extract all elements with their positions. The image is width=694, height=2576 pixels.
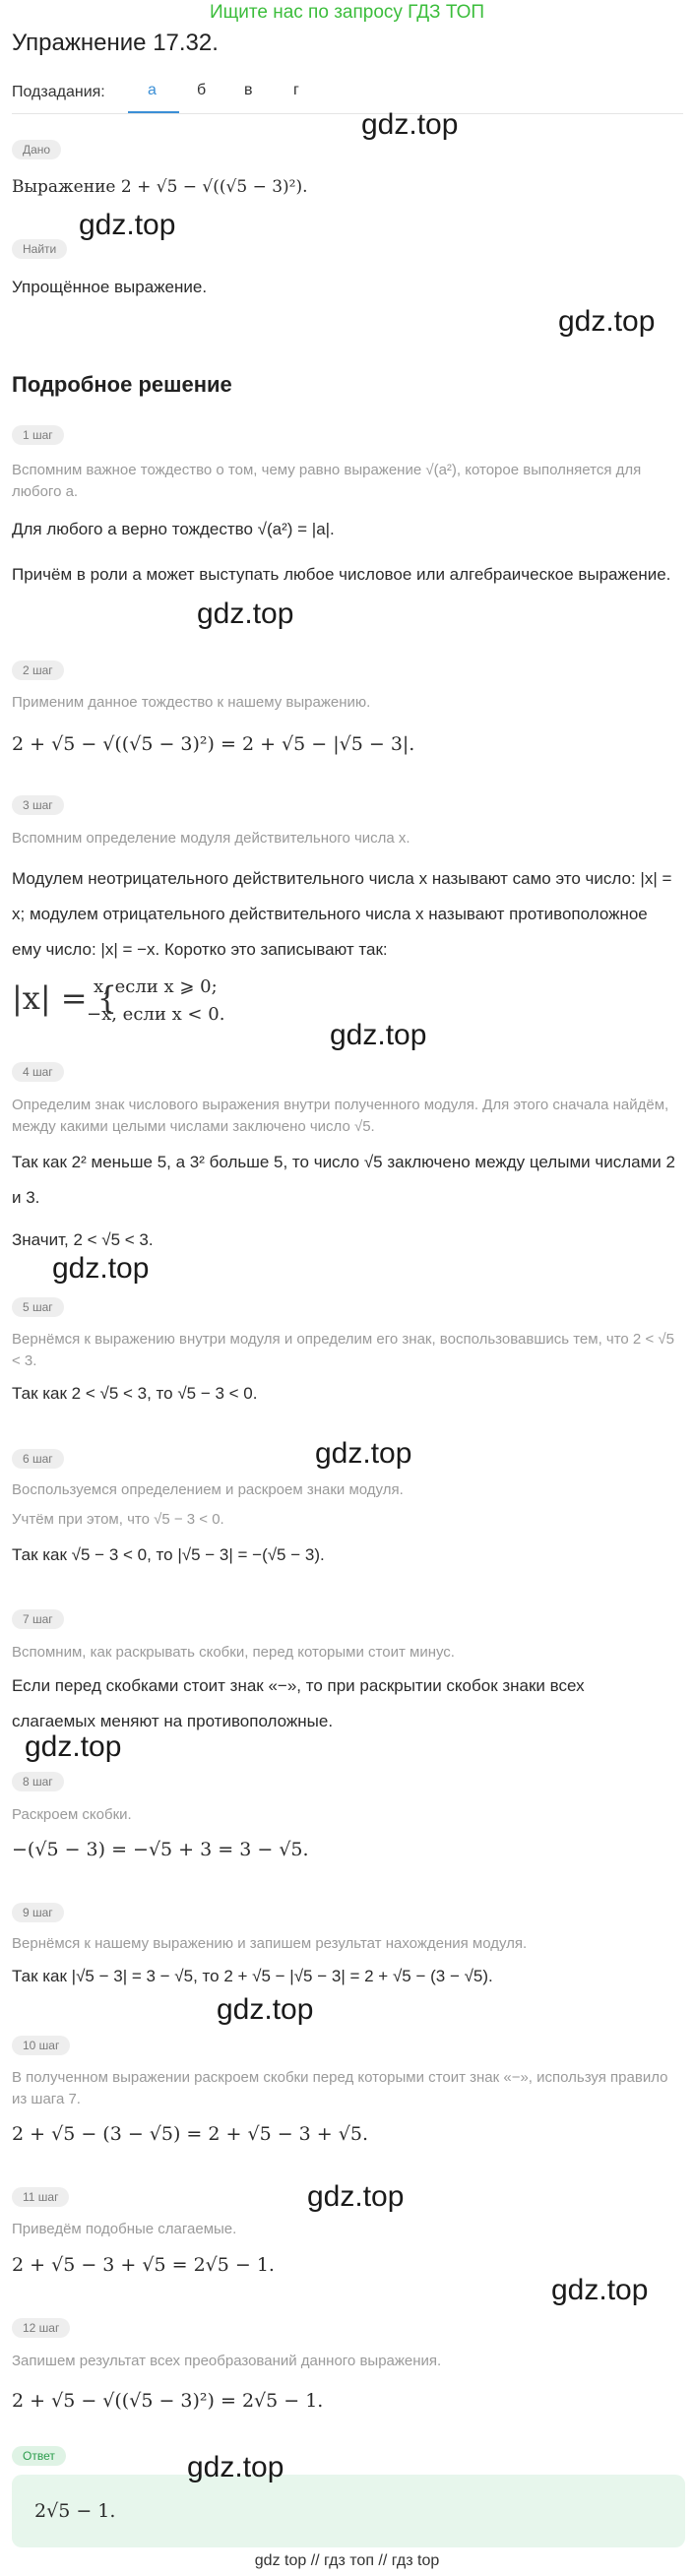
step-6-note: Учтём при этом, что √5 − 3 < 0. [12,1511,224,1528]
step-3-hint: Вспомним определение модуля действительного числа x. [12,830,410,847]
step-1-badge: 1 шаг [12,425,64,445]
watermark: gdz.top [307,2180,405,2213]
step-11-badge: 11 шаг [12,2187,69,2207]
step-2-hint: Применим данное тождество к нашему выражению. [12,694,371,711]
step-4-reasoning: Так как 2² меньше 5, а 3² больше 5, то число √5 заключено между целыми числами 2 и 3. [12,1153,675,1207]
step-3-badge: 3 шаг [12,795,64,815]
step-8-badge: 8 шаг [12,1772,64,1791]
step-6-badge: 6 шаг [12,1449,64,1469]
step-6-result: Так как √5 − 3 < 0, то |√5 − 3| = −(√5 − 3). [12,1545,325,1564]
tab-a[interactable]: а [148,82,157,98]
step-7-badge: 7 шаг [12,1609,64,1629]
watermark: gdz.top [52,1252,150,1285]
step-9-badge: 9 шаг [12,1903,64,1922]
given-badge: Дано [12,140,61,159]
step-6-hint: Воспользуемся определением и раскроем знаки модуля. [12,1481,404,1498]
step-10-hint: В полученном выражении раскроем скобки перед которыми стоит знак «−», используя правило из шага 7. [12,2069,668,2107]
tab-g[interactable]: г [293,82,299,98]
step-1-identity: Для любого a верно тождество √(a²) = |a|. [12,520,335,538]
step-5-result: Так как 2 < √5 < 3, то √5 − 3 < 0. [12,1384,258,1403]
watermark: gdz.top [25,1730,122,1763]
step-12-hint: Запишем результат всех преобразований данного выражения. [12,2353,442,2369]
step-12-badge: 12 шаг [12,2318,70,2338]
step-8-formula: −(√5 − 3) = −√5 + 3 = 3 − √5. [12,1839,309,1860]
watermark: gdz.top [187,2451,284,2483]
step-12-formula: 2 + √5 − √((√5 − 3)²) = 2√5 − 1. [12,2390,324,2412]
watermark: gdz.top [330,1019,427,1051]
case-2: −x, если x < 0. [87,1004,225,1025]
step-4-conclusion: Значит, 2 < √5 < 3. [12,1230,154,1249]
footer-links[interactable]: gdz top // гдз топ // гдз top [254,2552,440,2569]
step-9-hint: Вернёмся к нашему выражению и запишем результат нахождения модуля. [12,1935,528,1952]
subtasks-label: Подзадания: [12,84,105,100]
solution-heading: Подробное решение [12,372,232,397]
tabs-divider [12,113,683,114]
given-text: Выражение 2 + √5 − √((√5 − 3)²). [12,177,308,197]
step-9-result: Так как |√5 − 3| = 3 − √5, то 2 + √5 − |√5 − 3| = 2 + √5 − (3 − √5). [12,1967,493,1985]
step-8-hint: Раскроем скобки. [12,1806,132,1823]
step-4-hint: Определим знак числового выражения внутри полученного модуля. Для этого сначала найдём, между какими целыми числами заключено число √5. [12,1097,669,1135]
watermark: gdz.top [79,209,176,241]
find-text: Упрощённое выражение. [12,278,208,296]
tab-b[interactable]: б [197,82,207,98]
watermark: gdz.top [551,2274,649,2306]
step-4-badge: 4 шаг [12,1062,64,1082]
case-1: x, если x ⩾ 0; [94,976,218,997]
step-2-badge: 2 шаг [12,660,64,680]
watermark: gdz.top [315,1437,412,1470]
tab-v[interactable]: в [244,82,253,98]
step-10-formula: 2 + √5 − (3 − √5) = 2 + √5 − 3 + √5. [12,2123,368,2145]
step-1-hint: Вспомним важное тождество о том, чему равно выражение √(a²), которое выполняется для любого a. [12,462,642,500]
answer-text: 2√5 − 1. [34,2500,116,2522]
watermark: gdz.top [197,597,294,630]
step-10-badge: 10 шаг [12,2036,70,2055]
step-2-formula: 2 + √5 − √((√5 − 3)²) = 2 + √5 − |√5 − 3|. [12,733,415,755]
watermark: gdz.top [217,1993,314,2026]
step-7-rule: Если перед скобками стоит знак «−», то при раскрытии скобок знаки всех слагаемых меняют на противоположные. [12,1676,585,1730]
step-11-hint: Приведём подобные слагаемые. [12,2221,237,2237]
step-11-formula: 2 + √5 − 3 + √5 = 2√5 − 1. [12,2254,275,2276]
page-title: Упражнение 17.32. [12,30,219,56]
abs-brace: |x| = { [12,979,118,1017]
step-1-note: Причём в роли a может выступать любое числовое или алгебраическое выражение. [12,565,671,584]
promo-banner[interactable]: Ищите нас по запросу ГДЗ ТОП [209,2,485,23]
watermark: gdz.top [558,305,656,338]
step-5-hint: Вернёмся к выражению внутри модуля и определим его знак, воспользовавшись тем, что 2 < √5 < 3. [12,1331,674,1369]
find-badge: Найти [12,239,67,259]
step-7-hint: Вспомним, как раскрывать скобки, перед которыми стоит минус. [12,1644,455,1661]
step-3-definition: Модулем неотрицательного действительного числа x называют само это число: |x| = x; модулем отрицательного действительного числа x называют противоположное ему число: |x| = −x. Коротко это записывают так: [12,869,672,959]
step-5-badge: 5 шаг [12,1297,64,1317]
answer-badge: Ответ [12,2446,66,2466]
watermark: gdz.top [361,108,459,141]
